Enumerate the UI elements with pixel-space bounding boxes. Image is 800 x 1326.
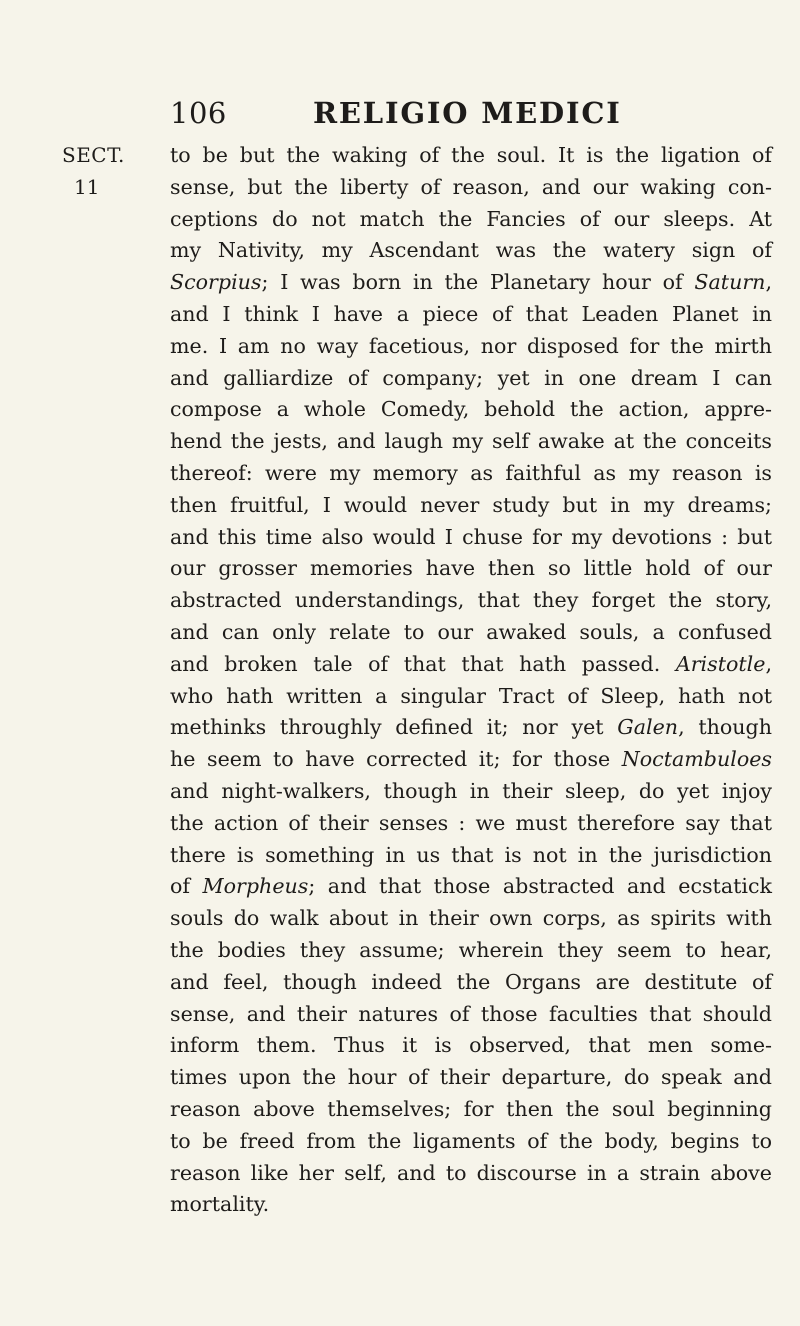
text-line: reason like her self, and to discourse in a strain above	[170, 1160, 772, 1185]
text-line: me. I am no way facetious, nor disposed for the mirth	[170, 333, 772, 358]
text-segment: methinks throughly defined it; nor yet	[170, 715, 618, 740]
text-line	[170, 744, 772, 776]
page-number: 106	[170, 96, 227, 130]
text-segment: he seem to have corrected it; for those	[170, 747, 622, 772]
text-line: the bodies they assume; wherein they seem to hear,	[170, 937, 772, 962]
text-line: and I think I have a piece of that Leaden Planet in	[170, 301, 772, 326]
text-line: and night-walkers, though in their sleep, do yet injoy	[170, 778, 772, 803]
text-line	[170, 871, 772, 903]
text-segment: of	[170, 874, 203, 899]
italic-term: Morpheus	[202, 874, 309, 899]
text-line: times upon the hour of their departure, do speak and	[170, 1065, 772, 1090]
page-title: RELIGIO MEDICI	[313, 96, 622, 130]
italic-term: Scorpius	[170, 270, 262, 295]
text-line: and can only relate to our awaked souls, a confused	[170, 619, 772, 644]
text-line: inform them. Thus it is observed, that men some-	[170, 1033, 772, 1058]
italic-term: Aristotle	[675, 651, 766, 676]
text-line: then fruitful, I would never study but in my dreams;	[170, 492, 772, 517]
text-line: and this time also would I chuse for my devotions : but	[170, 524, 772, 549]
text-line: my Nativity, my Ascendant was the watery sign of	[170, 238, 772, 263]
text-line: thereof: were my memory as faithful as my reason is	[170, 460, 772, 485]
text-segment: ,	[765, 651, 772, 676]
italic-term: Saturn	[694, 270, 766, 295]
text-line: to be but the waking of the soul. It is the ligation of	[170, 143, 772, 167]
text-line: there is something in us that is not in the jurisdiction	[170, 842, 772, 867]
text-line: to be freed from the ligaments of the body, begins to	[170, 1128, 772, 1153]
text-line	[170, 649, 772, 681]
text-line: and feel, though indeed the Organs are destitute of	[170, 969, 772, 994]
text-segment: ; and that those abstracted and ecstatick	[308, 874, 772, 899]
text-line: mortality.	[170, 1192, 270, 1217]
text-line: hend the jests, and laugh my self awake at the conceits	[170, 429, 772, 454]
text-line: and galliardize of company; yet in one dream I can	[170, 365, 772, 390]
body-text	[170, 140, 772, 1221]
text-line: compose a whole Comedy, behold the action, appre-	[170, 397, 772, 422]
text-line	[170, 267, 772, 299]
text-line: ceptions do not match the Fancies of our sleeps. At	[170, 206, 772, 231]
italic-term: Noctambuloes	[621, 747, 772, 772]
italic-term: Galen	[617, 715, 679, 740]
text-segment: ; I was born in the Planetary hour of	[261, 270, 695, 295]
section-label: SECT.	[62, 143, 125, 167]
text-line	[170, 712, 772, 744]
text-segment: , though	[678, 715, 772, 740]
text-segment: ,	[765, 270, 772, 295]
text-segment: and broken tale of that that hath passed.	[170, 651, 676, 676]
section-marker	[62, 140, 162, 204]
text-line: who hath written a singular Tract of Sleep, hath not	[170, 683, 772, 708]
text-line: sense, but the liberty of reason, and our waking con-	[170, 174, 772, 199]
text-line: the action of their senses : we must therefore say that	[170, 810, 772, 835]
text-line: reason above themselves; for then the soul beginning	[170, 1096, 772, 1121]
text-line: sense, and their natures of those faculties that should	[170, 1001, 772, 1026]
running-head	[170, 93, 770, 133]
text-line: abstracted understandings, that they forget the story,	[170, 588, 772, 613]
text-line: our grosser memories have then so little hold of our	[170, 556, 772, 581]
text-line: souls do walk about in their own corps, as spirits with	[170, 906, 772, 931]
section-number: 11	[74, 174, 100, 199]
